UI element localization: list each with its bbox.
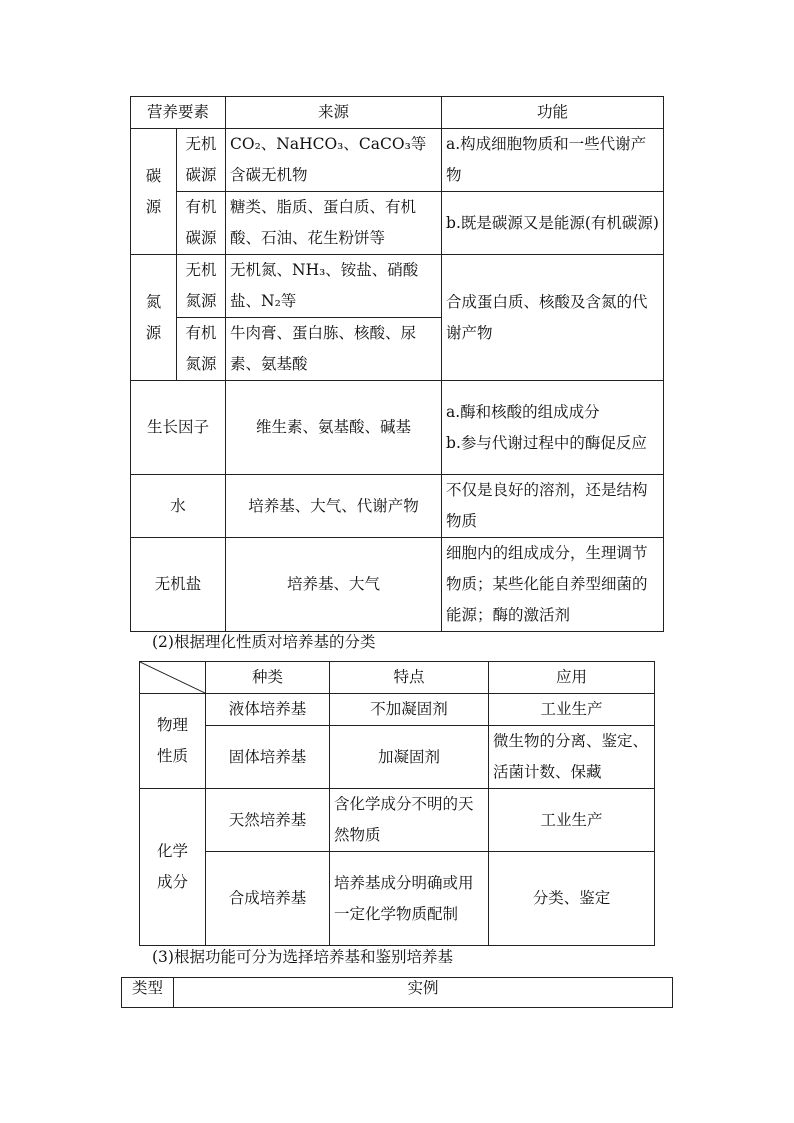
header-use: 应用 [489, 662, 655, 694]
nitrogen-function: 合成蛋白质、核酸及含氮的代谢产物 [442, 255, 664, 381]
natural-use: 工业生产 [489, 789, 655, 852]
water-label: 水 [131, 475, 226, 538]
header-feature: 特点 [330, 662, 489, 694]
synthetic-feature: 培养基成分明确或用一定化学物质配制 [330, 852, 489, 946]
organic-carbon-source: 糖类、脂质、蛋白质、有机酸、石油、花生粉饼等 [226, 192, 442, 255]
header-source: 来源 [226, 97, 442, 129]
header-nutrient: 营养要素 [131, 97, 226, 129]
synthetic-kind: 合成培养基 [206, 852, 330, 946]
physical-label: 物理性质 [140, 694, 206, 789]
water-source: 培养基、大气、代谢产物 [226, 475, 442, 538]
inorganic-nitrogen-source: 无机氮、NH₃、铵盐、硝酸盐、N₂等 [226, 255, 442, 318]
organic-nitrogen-source: 牛肉膏、蛋白胨、核酸、尿素、氨基酸 [226, 318, 442, 381]
header-kind: 种类 [206, 662, 330, 694]
salt-function: 细胞内的组成成分，生理调节物质；某些化能自养型细菌的能源；酶的激活剂 [442, 538, 664, 632]
solid-feature: 加凝固剂 [330, 726, 489, 789]
nitrogen-label: 氮源 [131, 255, 177, 381]
salt-source: 培养基、大气 [226, 538, 442, 632]
water-function: 不仅是良好的溶剂，还是结构物质 [442, 475, 664, 538]
solid-kind: 固体培养基 [206, 726, 330, 789]
header-example: 实例 [174, 978, 673, 1008]
header-type: 类型 [122, 978, 174, 1008]
growth-factor-function-b: b.参与代谢过程中的酶促反应 [446, 433, 647, 452]
liquid-kind: 液体培养基 [206, 694, 330, 726]
chemical-label: 化学成分 [140, 789, 206, 946]
carbon-label: 碳源 [131, 129, 177, 255]
caption-3: (3)根据功能可分为选择培养基和鉴别培养基 [152, 948, 453, 966]
growth-factor-function-a: a.酶和核酸的组成成分 [446, 402, 600, 421]
salt-label: 无机盐 [131, 538, 226, 632]
inorganic-carbon-label: 无机碳源 [177, 129, 226, 192]
organic-nitrogen-label: 有机氮源 [177, 318, 226, 381]
growth-factor-label: 生长因子 [131, 381, 226, 475]
nutrient-table [130, 96, 664, 632]
natural-feature: 含化学成分不明的天然物质 [330, 789, 489, 852]
header-function: 功能 [442, 97, 664, 129]
inorganic-nitrogen-label: 无机氮源 [177, 255, 226, 318]
diagonal-header-cell [140, 662, 206, 694]
medium-classification-table [139, 661, 655, 946]
diagonal-line [140, 662, 205, 693]
caption-2: (2)根据理化性质对培养基的分类 [152, 633, 376, 651]
carbon-function-a: a.构成细胞物质和一些代谢产物 [442, 129, 664, 192]
synthetic-use: 分类、鉴定 [489, 852, 655, 946]
inorganic-carbon-source: CO₂、NaHCO₃、CaCO₃等含碳无机物 [226, 129, 442, 192]
solid-use: 微生物的分离、鉴定、活菌计数、保藏 [489, 726, 655, 789]
liquid-feature: 不加凝固剂 [330, 694, 489, 726]
growth-factor-source: 维生素、氨基酸、碱基 [226, 381, 442, 475]
function-table [121, 977, 673, 1008]
growth-factor-function [442, 381, 664, 475]
natural-kind: 天然培养基 [206, 789, 330, 852]
organic-carbon-label: 有机碳源 [177, 192, 226, 255]
liquid-use: 工业生产 [489, 694, 655, 726]
carbon-function-b: b.既是碳源又是能源(有机碳源) [442, 192, 664, 255]
